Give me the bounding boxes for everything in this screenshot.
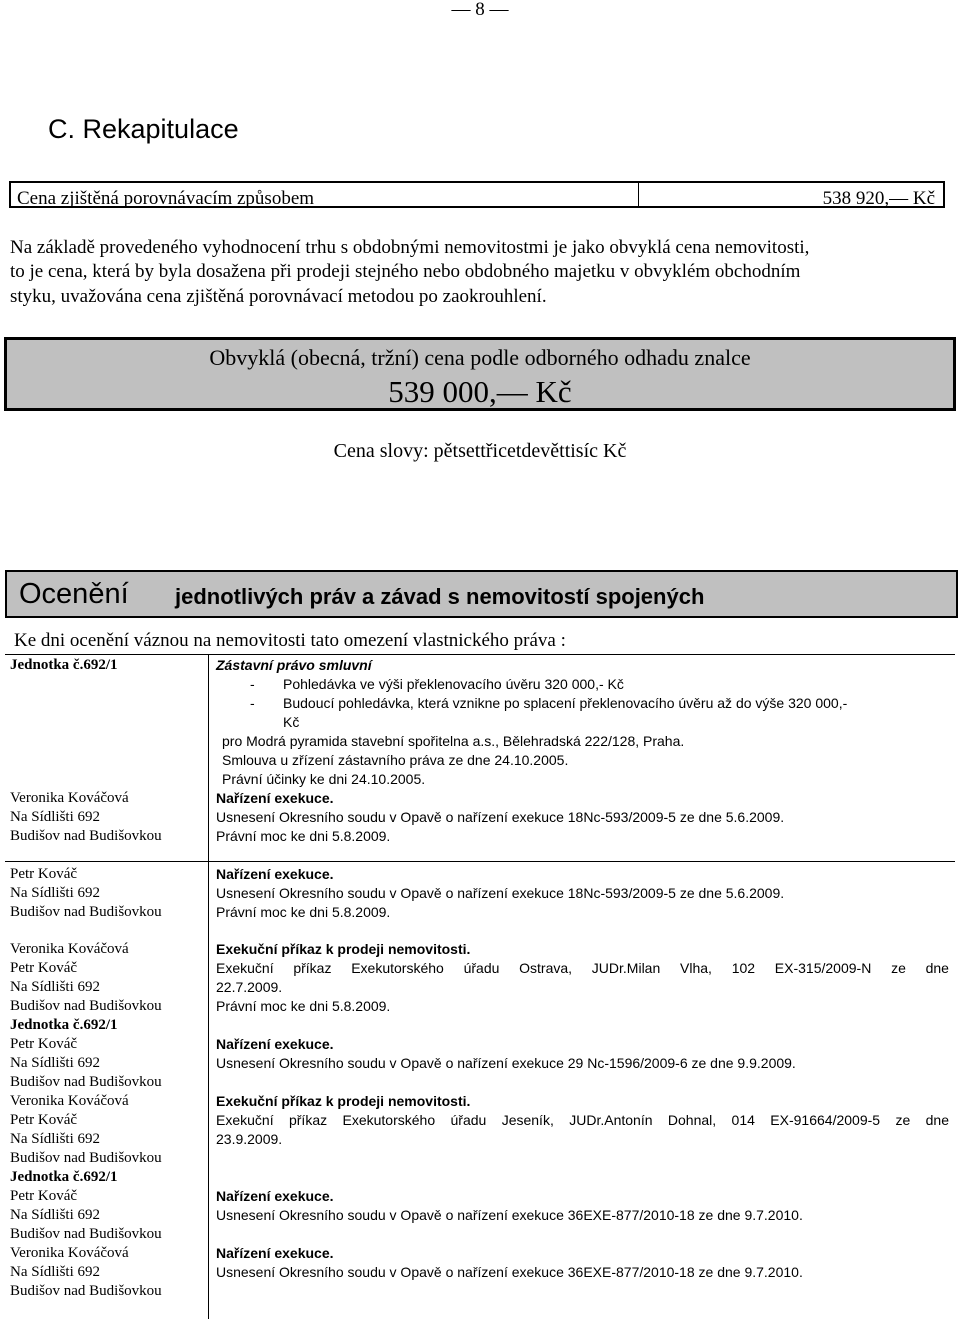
market-price-box xyxy=(4,337,956,411)
owner-address: Na Sídlišti 692 xyxy=(10,809,101,825)
owner-name: Petr Kováč xyxy=(10,960,78,976)
word: příkaz xyxy=(288,1112,328,1128)
entry-title: Exekuční příkaz k prodeji nemovitosti. xyxy=(216,1093,471,1109)
entry-line: Smlouva u zřízení zástavního práva ze dne 24.10.2005. xyxy=(222,752,569,768)
word: Exekuční xyxy=(216,1112,274,1128)
entry-line-justified xyxy=(216,1111,949,1130)
owner-unit: Jednotka č.692/1 xyxy=(10,1169,118,1185)
entry-bullet-cont: Kč xyxy=(283,714,300,730)
word: JUDr.Milan xyxy=(591,960,661,976)
page-number-value: 8 xyxy=(475,0,485,20)
word: ze xyxy=(895,1112,911,1128)
rights-title-sub: jednotlivých práv a závad s nemovitostí spojených xyxy=(175,584,705,609)
burdens-table xyxy=(5,654,955,1319)
entry-title: Zástavní právo smluvní xyxy=(216,657,372,673)
bullet-dash: - xyxy=(250,695,255,711)
comparative-price-box xyxy=(9,181,945,208)
entry-line: Právní moc ke dni 5.8.2009. xyxy=(216,904,391,920)
price-in-words: Cena slovy: pětsettřicetdevěttisíc Kč xyxy=(333,440,627,462)
owner-address: Na Sídlišti 692 xyxy=(10,1207,101,1223)
word: Jeseník, xyxy=(501,1112,554,1128)
intro-paragraph-line-2: to je cena, která by byla dosažena při prodeji stejného nebo obdobného majetku v obvyklém obchodním xyxy=(10,261,801,282)
owner-address: Na Sídlišti 692 xyxy=(10,1264,101,1280)
comparative-price-value: 538 920,— Kč xyxy=(822,188,935,209)
entry-title: Nařízení exekuce. xyxy=(216,866,334,882)
word: Exekutorského xyxy=(351,960,444,976)
comparative-price-label: Cena zjištěná porovnávacím způsobem xyxy=(17,188,315,209)
owner-name: Veronika Kováčová xyxy=(10,790,129,806)
word: EX-315/2009-N xyxy=(774,960,872,976)
entry-line: Usnesení Okresního soudu v Opavě o nařízení exekuce 18Nc-593/2009-5 ze dne 5.6.2009. xyxy=(216,809,785,825)
word: Ostrava, xyxy=(519,960,573,976)
burdens-intro: Ke dni ocenění váznou na nemovitosti tato omezení vlastnického práva : xyxy=(14,630,566,651)
owner-address: Na Sídlišti 692 xyxy=(10,1055,101,1071)
owner-city: Budišov nad Budišovkou xyxy=(10,904,162,920)
entry-line: Právní moc ke dni 5.8.2009. xyxy=(216,828,391,844)
word: 102 xyxy=(731,960,756,976)
word: úřadu xyxy=(463,960,500,976)
owner-address: Na Sídlišti 692 xyxy=(10,979,101,995)
entry-line: Usnesení Okresního soudu v Opavě o nařízení exekuce 29 Nc-1596/2009-6 ze dne 9.9.2009. xyxy=(216,1055,796,1071)
entry-line: Usnesení Okresního soudu v Opavě o nařízení exekuce 36EXE-877/2010-18 ze dne 9.7.2010. xyxy=(216,1264,803,1280)
owner-city: Budišov nad Budišovkou xyxy=(10,998,162,1014)
table-column-divider xyxy=(208,655,209,1319)
word: ze xyxy=(891,960,906,976)
word: dne xyxy=(925,1112,949,1128)
owner-address: Na Sídlišti 692 xyxy=(10,1131,101,1147)
owner-name: Veronika Kováčová xyxy=(10,1093,129,1109)
market-price-value: 539 000,— Kč xyxy=(388,374,572,409)
intro-paragraph-line-1: Na základě provedeného vyhodnocení trhu s obdobnými nemovitostmi je jako obvyklá cena nemovitosti, xyxy=(10,237,810,258)
entry-line: Usnesení Okresního soudu v Opavě o nařízení exekuce 36EXE-877/2010-18 ze dne 9.7.2010. xyxy=(216,1207,803,1223)
intro-paragraph-line-3: styku, uvažována cena zjištěná porovnávací metodou po zaokrouhlení. xyxy=(10,286,547,307)
rights-section-header xyxy=(5,570,958,618)
word: Vlha, xyxy=(680,960,712,976)
table-row-separator xyxy=(5,861,955,862)
owner-name: Veronika Kováčová xyxy=(10,941,129,957)
entry-line: Právní účinky ke dni 24.10.2005. xyxy=(222,771,426,787)
owner-name: Petr Kováč xyxy=(10,1036,78,1052)
entry-bullet: Budoucí pohledávka, která vznikne po splacení překlenovacího úvěru až do výše 320 000,- xyxy=(283,695,848,711)
entry-line: 22.7.2009. xyxy=(216,979,283,995)
word: úřadu xyxy=(450,1112,487,1128)
owner-city: Budišov nad Budišovkou xyxy=(10,1074,162,1090)
entry-line-justified xyxy=(216,959,949,978)
owner-name: Petr Kováč xyxy=(10,866,78,882)
section-title: C. Rekapitulace xyxy=(48,114,239,144)
owner-city: Budišov nad Budišovkou xyxy=(10,1226,162,1242)
entry-line: Právní moc ke dni 5.8.2009. xyxy=(216,998,391,1014)
word: Exekutorského xyxy=(342,1112,436,1128)
entry-title: Nařízení exekuce. xyxy=(216,790,334,806)
entry-line: Usnesení Okresního soudu v Opavě o nařízení exekuce 18Nc-593/2009-5 ze dne 5.6.2009. xyxy=(216,885,785,901)
rights-title-main: Ocenění xyxy=(19,578,129,610)
comparative-divider xyxy=(638,183,639,206)
entry-bullet: Pohledávka ve výši překlenovacího úvěru 320 000,- Kč xyxy=(283,676,624,692)
owner-unit: Jednotka č.692/1 xyxy=(10,1017,118,1033)
owner-unit: Jednotka č.692/1 xyxy=(10,657,118,673)
word: EX-91664/2009-5 xyxy=(770,1112,881,1128)
entry-title: Nařízení exekuce. xyxy=(216,1036,334,1052)
owner-city: Budišov nad Budišovkou xyxy=(10,1283,162,1299)
word: Exekuční xyxy=(216,960,274,976)
owner-city: Budišov nad Budišovkou xyxy=(10,828,162,844)
entry-title: Nařízení exekuce. xyxy=(216,1245,334,1261)
entry-title: Exekuční příkaz k prodeji nemovitosti. xyxy=(216,941,471,957)
word: příkaz xyxy=(293,960,332,976)
owner-name: Petr Kováč xyxy=(10,1112,78,1128)
word: dne xyxy=(925,960,949,976)
word: 014 xyxy=(731,1112,755,1128)
owner-name: Veronika Kováčová xyxy=(10,1245,129,1261)
market-price-title: Obvyklá (obecná, tržní) cena podle odborného odhadu znalce xyxy=(209,345,751,370)
owner-city: Budišov nad Budišovkou xyxy=(10,1150,162,1166)
bullet-dash: - xyxy=(250,676,255,692)
word: Dohnal, xyxy=(667,1112,717,1128)
entry-line: 23.9.2009. xyxy=(216,1131,283,1147)
page-number: — 8 — xyxy=(451,0,509,20)
word: JUDr.Antonín xyxy=(569,1112,653,1128)
owner-name: Petr Kováč xyxy=(10,1188,78,1204)
entry-line: pro Modrá pyramida stavební spořitelna a.s., Bělehradská 222/128, Praha. xyxy=(222,733,685,749)
entry-title: Nařízení exekuce. xyxy=(216,1188,334,1204)
owner-address: Na Sídlišti 692 xyxy=(10,885,101,901)
